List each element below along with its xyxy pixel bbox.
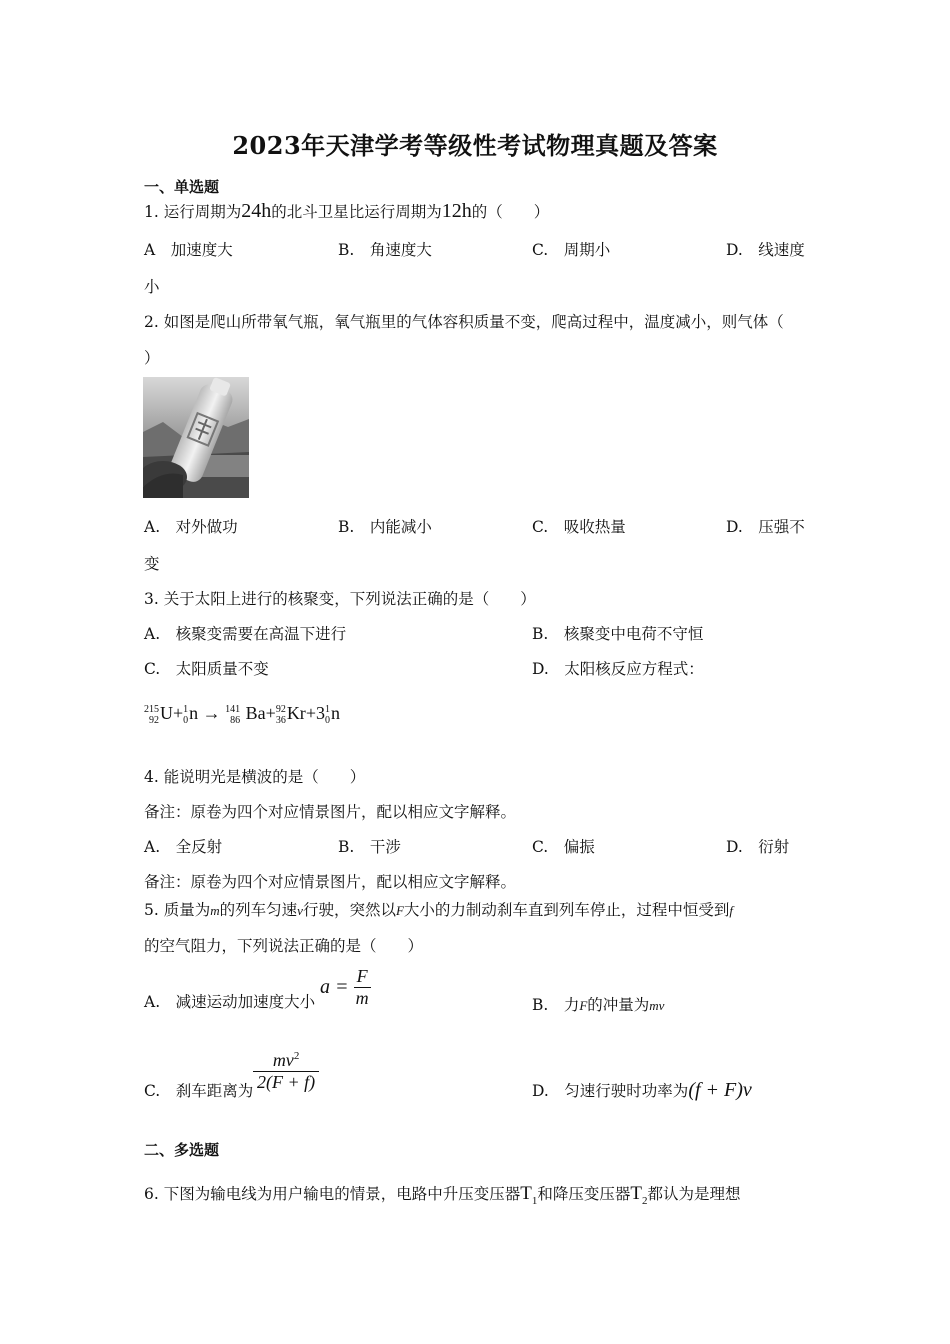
- element-symbol: Ba: [245, 703, 266, 724]
- option-c: C. 周期小: [532, 241, 611, 259]
- question-text: 的空气阻力，下列说法正确的是（ ）: [144, 937, 424, 955]
- option-b: B. 干涉: [338, 838, 401, 856]
- fraction: [253, 1050, 319, 1093]
- question-number: 2.: [144, 313, 159, 331]
- plus-sign: +: [173, 703, 184, 723]
- note: 备注：原卷为四个对应情景图片，配以相应文字解释。: [144, 873, 517, 891]
- option-wrap: 变: [144, 555, 160, 573]
- option-a: A. 对外做功: [144, 518, 238, 536]
- option-b: B. 核聚变中电荷不守恒: [532, 625, 704, 643]
- oxygen-bottle-photo: [143, 377, 249, 498]
- transformer-symbol: T: [520, 1183, 532, 1204]
- denominator: 2(F + f): [253, 1071, 319, 1093]
- element-symbol: U: [160, 703, 173, 724]
- exponent: 2: [293, 1050, 300, 1062]
- question-wrap: ）: [144, 349, 160, 367]
- mass-number: 1: [183, 704, 189, 716]
- option-text: D. 匀速行驶时功率为: [532, 1082, 689, 1100]
- option-a: A. 全反射: [144, 838, 223, 856]
- question-text: 大小的力制动刹车直到列车停止，过程中恒受到: [403, 901, 730, 919]
- option-d: D. 衍射: [726, 838, 790, 856]
- option-a: A. 核聚变需要在高温下进行: [144, 625, 347, 643]
- question-3: [144, 587, 536, 609]
- mass-number: 92: [275, 704, 286, 716]
- numerator: F: [356, 966, 368, 986]
- element-symbol: Kr: [286, 703, 306, 724]
- question-text: 如图是爬山所带氧气瓶，氧气瓶里的气体容积质量不变，爬高过程中，温度减小，则气体（: [163, 313, 784, 331]
- fraction: [354, 966, 371, 1009]
- question-number: 4.: [144, 768, 159, 786]
- formula-acceleration: [320, 966, 371, 1009]
- option-d: [532, 1079, 752, 1102]
- transformer-T1: [520, 1183, 538, 1207]
- question-1: [144, 200, 549, 223]
- question-text: 质量为: [163, 901, 211, 919]
- plus-sign: +3: [305, 703, 325, 723]
- question-text: 行驶，突然以: [302, 901, 396, 919]
- mass-number: 215: [144, 704, 159, 716]
- var-mv: mv: [649, 998, 665, 1013]
- option-b: [532, 993, 664, 1015]
- mass-number: 1: [324, 704, 330, 716]
- question-text: 下图为输电线为用户输电的情景，电路中升压变压器: [163, 1185, 521, 1203]
- question-text: 运行周期为: [163, 203, 242, 221]
- denominator: m: [355, 988, 369, 1008]
- question-text: 关于太阳上进行的核聚变，下列说法正确的是（ ）: [163, 590, 536, 608]
- option-b: B. 内能减小: [338, 518, 432, 536]
- option-c: C. 吸收热量: [532, 518, 626, 536]
- option-c: C. 太阳质量不变: [144, 660, 269, 678]
- question-text: 都认为是理想: [647, 1185, 741, 1203]
- option-d: D. 压强不: [726, 518, 805, 536]
- option-text: 的冲量为: [587, 996, 650, 1014]
- var-v: v: [297, 903, 303, 918]
- option-d: D. 太阳核反应方程式：: [532, 660, 704, 678]
- question-number: 3.: [144, 590, 159, 608]
- section-heading-single-choice: 一、单选题: [144, 178, 220, 196]
- question-2: [144, 310, 784, 332]
- var-m: m: [210, 903, 220, 918]
- var-F: F: [395, 903, 404, 918]
- option-c: C. 偏振: [532, 838, 595, 856]
- question-text: 和降压变压器: [537, 1185, 631, 1203]
- section-heading-multiple-choice: 二、多选题: [144, 1141, 220, 1159]
- question-number: 6.: [144, 1185, 159, 1203]
- question-text: 的（ ）: [471, 203, 550, 221]
- formula-lhs: a =: [320, 976, 349, 998]
- option-d: D. 线速度: [726, 241, 805, 259]
- atomic-number: 86: [230, 715, 241, 727]
- transformer-subscript: 1: [531, 1194, 538, 1207]
- question-5: [144, 898, 733, 920]
- option-text: B. 力: [532, 996, 580, 1014]
- oxygen-bottle-illustration: [143, 377, 249, 498]
- question-text: 的列车匀速: [219, 901, 298, 919]
- option-a: A 加速度大: [144, 241, 233, 259]
- formula-braking-distance: [253, 1050, 319, 1093]
- power-expression: (f + F)v: [688, 1079, 752, 1101]
- question-number: 1.: [144, 203, 159, 221]
- period-value: 24h: [241, 200, 272, 222]
- nuclear-equation: [144, 703, 340, 726]
- numerator-text: mv: [272, 1050, 294, 1070]
- atomic-number: 0: [324, 715, 330, 727]
- numerator: [253, 1050, 319, 1071]
- period-value: 12h: [441, 200, 472, 222]
- atomic-number: 92: [149, 715, 159, 727]
- reaction-arrow: →: [202, 703, 221, 723]
- transformer-symbol: T: [630, 1183, 642, 1204]
- mass-number: 141: [225, 704, 241, 716]
- element-symbol: n: [189, 703, 199, 724]
- element-symbol: n: [330, 703, 340, 724]
- question-text: 能说明光是横波的是（ ）: [163, 768, 366, 786]
- transformer-T2: [630, 1183, 648, 1207]
- option-b: B. 角速度大: [338, 241, 432, 259]
- question-text: 的北斗卫星比运行周期为: [271, 203, 442, 221]
- note: 备注：原卷为四个对应情景图片，配以相应文字解释。: [144, 803, 517, 821]
- atomic-number: 36: [275, 715, 286, 727]
- question-4: [144, 765, 365, 787]
- transformer-subscript: 2: [641, 1194, 648, 1207]
- question-number: 5.: [144, 901, 159, 919]
- question-6: [144, 1182, 741, 1207]
- atomic-number: 0: [183, 715, 189, 727]
- var-f: f: [729, 903, 734, 918]
- page-title: 2023年天津学考等级性考试物理真题及答案: [232, 131, 718, 160]
- plus-sign: +: [265, 703, 276, 723]
- var-F: F: [579, 998, 588, 1013]
- option-a: A. 减速运动加速度大小: [144, 993, 316, 1011]
- option-c: C. 刹车距离为: [144, 1082, 254, 1100]
- option-wrap: 小: [144, 278, 160, 296]
